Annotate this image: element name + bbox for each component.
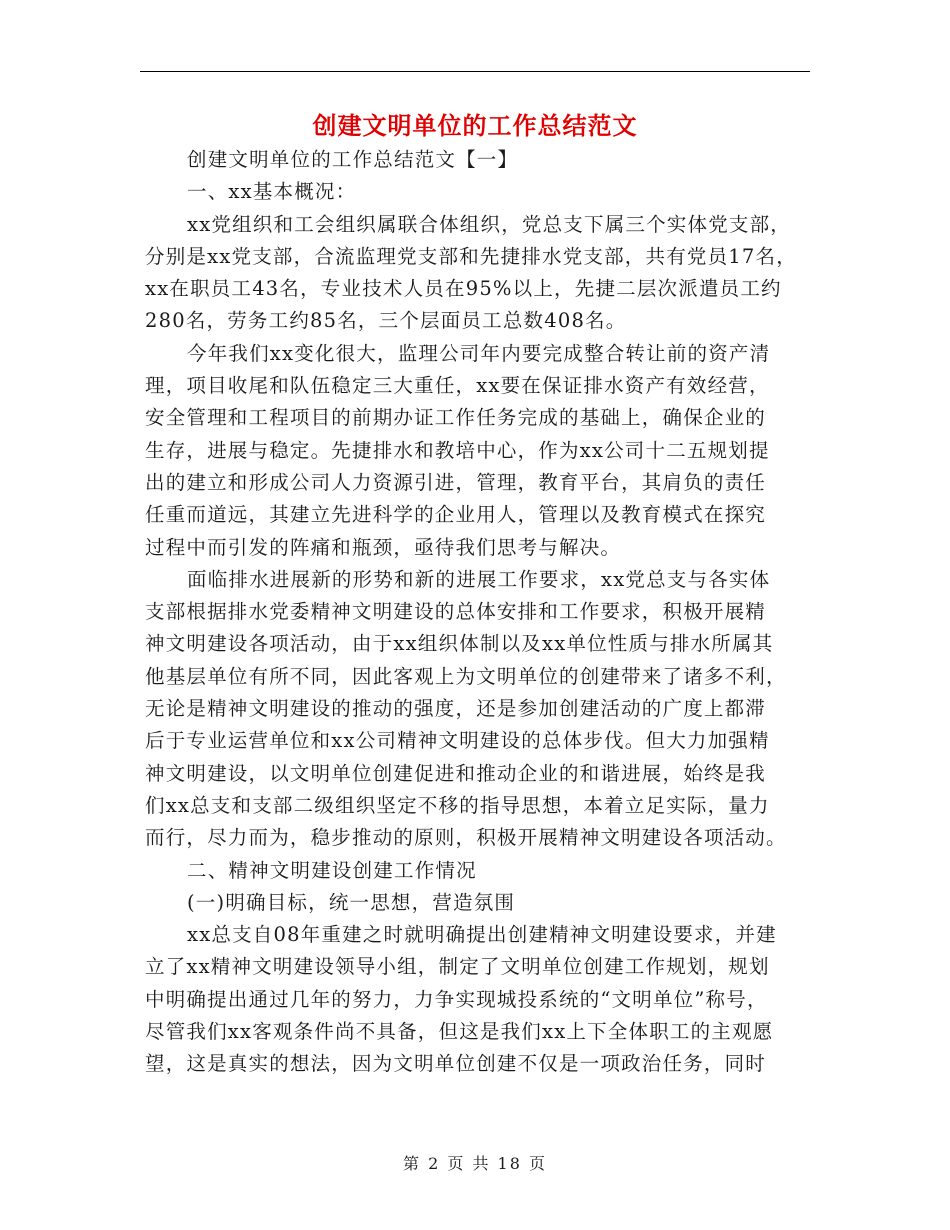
document-title: 创建文明单位的工作总结范文 bbox=[312, 111, 638, 140]
header-rule bbox=[140, 71, 810, 72]
body-line: 神文明建设，以文明单位创建促进和推动企业的和谐进展，始终是我 bbox=[145, 761, 767, 785]
body-line: xx在职员工43名，专业技术人员在95%以上，先捷二层次派遣员工约 bbox=[145, 277, 782, 301]
body-line: 支部根据排水党委精神文明建设的总体安排和工作要求，积极开展精 bbox=[145, 600, 767, 624]
body-line: xx党组织和工会组织属联合体组织，党总支下属三个实体党支部， bbox=[187, 212, 791, 236]
body-line: 面临排水进展新的形势和新的进展工作要求，xx党总支与各实体 bbox=[187, 567, 771, 591]
body-line: 他基层单位有所不同，因此客观上为文明单位的创建带来了诸多不利， bbox=[145, 664, 787, 688]
body-line: 创建文明单位的工作总结范文【一】 bbox=[187, 148, 519, 171]
body-line: 尽管我们xx客观条件尚不具备，但这是我们xx上下全体职工的主观愿 bbox=[145, 1020, 774, 1044]
body-line: 理，项目收尾和队伍稳定三大重任，xx要在保证排水资产有效经营， bbox=[145, 374, 770, 398]
body-line: 任重而道远，其建立先进科学的企业用人，管理以及教育模式在探究 bbox=[145, 503, 767, 527]
body-line: xx总支自08年重建之时就明确提出创建精神文明建设要求，并建 bbox=[187, 923, 777, 947]
body-line: 出的建立和形成公司人力资源引进，管理，教育平台，其肩负的责任 bbox=[145, 470, 767, 494]
body-line: 分别是xx党支部，合流监理党支部和先捷排水党支部，共有党员17名， bbox=[145, 244, 797, 268]
document-body bbox=[145, 144, 825, 1081]
page-number-footer: 第 2 页 共 18 页 bbox=[403, 1154, 547, 1173]
body-line: (一)明确目标，统一思想，营造氛围 bbox=[187, 890, 516, 914]
body-line: 无论是精神文明建设的推动的强度，还是参加创建活动的广度上都滞 bbox=[145, 697, 767, 721]
body-line: 后于专业运营单位和xx公司精神文明建设的总体步伐。但大力加强精 bbox=[145, 729, 770, 753]
body-line: 神文明建设各项活动，由于xx组织体制以及xx单位性质与排水所属其 bbox=[145, 632, 774, 656]
body-line: 而行，尽力而为，稳步推动的原则，积极开展精神文明建设各项活动。 bbox=[145, 826, 787, 850]
body-line: 望，这是真实的想法，因为文明单位创建不仅是一项政治任务，同时 bbox=[145, 1052, 767, 1076]
body-line: 二、精神文明建设创建工作情况 bbox=[187, 858, 477, 882]
body-line: 一、xx基本概况： bbox=[187, 180, 357, 204]
body-line: 立了xx精神文明建设领导小组，制定了文明单位创建工作规划，规划 bbox=[145, 955, 770, 979]
body-line: 们xx总支和支部二级组织坚定不移的指导思想，本着立足实际，量力 bbox=[145, 793, 770, 817]
body-line: 中明确提出通过几年的努力，力争实现城投系统的“文明单位”称号， bbox=[145, 987, 768, 1011]
body-line: 今年我们xx变化很大，监理公司年内要完成整合转让前的资产清 bbox=[187, 341, 771, 365]
body-line: 安全管理和工程项目的前期办证工作任务完成的基础上，确保企业的 bbox=[145, 406, 767, 430]
body-line: 生存，进展与稳定。先捷排水和教培中心，作为xx公司十二五规划提 bbox=[145, 438, 770, 462]
body-line: 过程中而引发的阵痛和瓶颈，亟待我们思考与解决。 bbox=[145, 535, 622, 559]
body-line: 280名，劳务工约85名，三个层面员工总数408名。 bbox=[145, 309, 627, 333]
